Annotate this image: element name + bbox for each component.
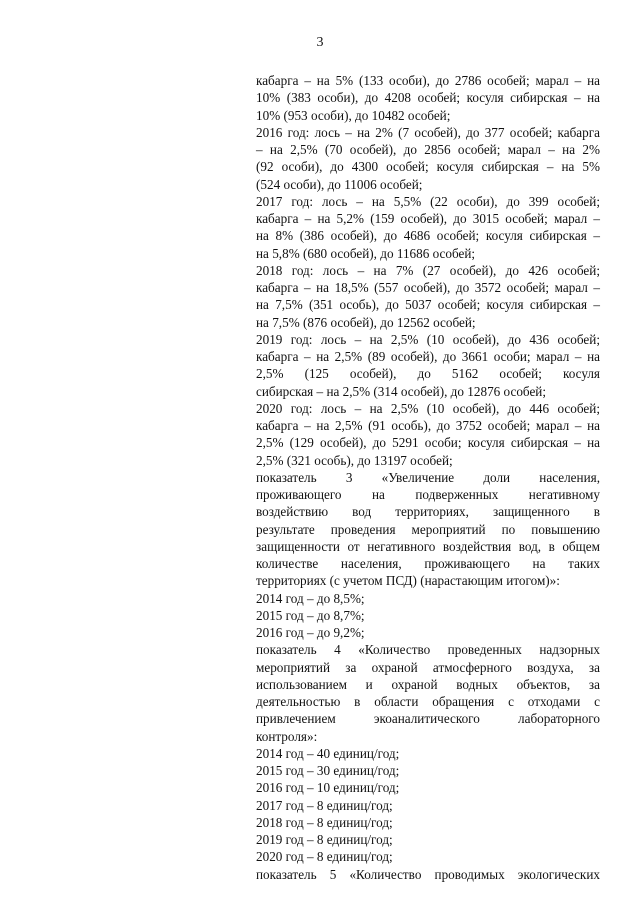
text-line: проживающего на подверженных негативному	[256, 487, 600, 502]
text-line: 2019 год – 8 единиц/год;	[256, 832, 393, 847]
text-line: кабарга – на 18,5% (557 особей), до 3572 особей; марал –	[256, 280, 600, 295]
text-line: (92 особи), до 4300 особей; косуля сибирская – на 5%	[256, 159, 600, 175]
text-line: на 8% (386 особей), до 4686 особей; косуля сибирская –	[256, 228, 600, 244]
text-line: 2020 год: лось – на 2,5% (10 особей), до 446 особей;	[256, 400, 600, 416]
text-line: 10% (953 особи), до 10482 особей;	[256, 107, 451, 123]
text-line: 2016 год – 10 единиц/год;	[256, 780, 400, 796]
text-line: на 7,5% (876 особей), до 12562 особей;	[256, 314, 476, 330]
text-line: 2017 год: лось – на 5,5% (22 особи), до 399 особей;	[256, 193, 600, 209]
text-line: 2,5% (125 особей), до 5162 особей; косуля	[256, 366, 600, 382]
text-line: кабарга – на 5% (133 особи), до 2786 особей; марал – на	[256, 73, 600, 88]
text-line: показатель 3 «Увеличение доли населения,	[256, 469, 600, 485]
text-line: 2018 год – 8 единиц/год;	[256, 814, 393, 830]
text-line: 2015 год – до 8,7%;	[256, 607, 365, 623]
text-line: контроля»:	[256, 728, 318, 744]
text-line: 2016 год: лось – на 2% (7 особей), до 377 особей; кабарга	[256, 124, 600, 140]
text-line: 2019 год: лось – на 2,5% (10 особей), до 436 особей;	[256, 331, 600, 347]
text-line: на 5,8% (680 особей), до 11686 особей;	[256, 245, 476, 261]
text-line: кабарга – на 5,2% (159 особей), до 3015 особей; марал –	[256, 211, 600, 226]
text-line: защищенности от негативного воздействия вод, в общем	[256, 538, 600, 554]
text-line: воздействию вод территориях, защищенного в	[256, 504, 600, 520]
text-line: результате проведения мероприятий по повышению	[256, 521, 600, 537]
document-body	[256, 72, 600, 883]
text-line: мероприятий за охраной атмосферного воздуха, за	[256, 659, 600, 675]
text-line: кабарга – на 2,5% (91 особь), до 3752 особей; марал – на	[256, 418, 600, 433]
text-line: (524 особи), до 11006 особей;	[256, 176, 423, 192]
text-line: 2017 год – 8 единиц/год;	[256, 797, 393, 813]
text-line: 2,5% (321 особь), до 13197 особей;	[256, 452, 453, 468]
text-line: 2015 год – 30 единиц/год;	[256, 763, 400, 778]
text-line: 2014 год – 40 единиц/год;	[256, 745, 400, 761]
text-line: деятельностью в области обращения с отходами с	[256, 694, 600, 709]
text-line: 2016 год – до 9,2%;	[256, 625, 365, 640]
text-line: – на 2,5% (70 особей), до 2856 особей; марал – на 2%	[256, 142, 600, 157]
text-line: использованием и охраной водных объектов, за	[256, 676, 600, 692]
text-line: на 7,5% (351 особь), до 5037 особей; косуля сибирская –	[256, 297, 600, 313]
page-number: 3	[316, 35, 324, 50]
text-line: показатель 4 «Количество проведенных надзорных	[256, 642, 600, 658]
text-line: 2,5% (129 особей), до 5291 особи; косуля сибирская – на	[256, 435, 600, 451]
text-line: показатель 5 «Количество проводимых экологических	[256, 866, 600, 882]
text-line: привлечением экоаналитического лабораторного	[256, 711, 600, 727]
text-line: территориях (с учетом ПСД) (нарастающим итогом)»:	[256, 573, 560, 589]
text-line: 2018 год: лось – на 7% (27 особей), до 426 особей;	[256, 262, 600, 278]
text-line: 2014 год – до 8,5%;	[256, 590, 365, 606]
text-line: 2020 год – 8 единиц/год;	[256, 849, 393, 865]
text-line: сибирская – на 2,5% (314 особей), до 12876 особей;	[256, 383, 547, 399]
text-line: количестве населения, проживающего на таких	[256, 556, 600, 571]
text-line: 10% (383 особи), до 4208 особей; косуля сибирская – на	[256, 90, 600, 106]
text-line: кабарга – на 2,5% (89 особей), до 3661 особи; марал – на	[256, 349, 600, 364]
